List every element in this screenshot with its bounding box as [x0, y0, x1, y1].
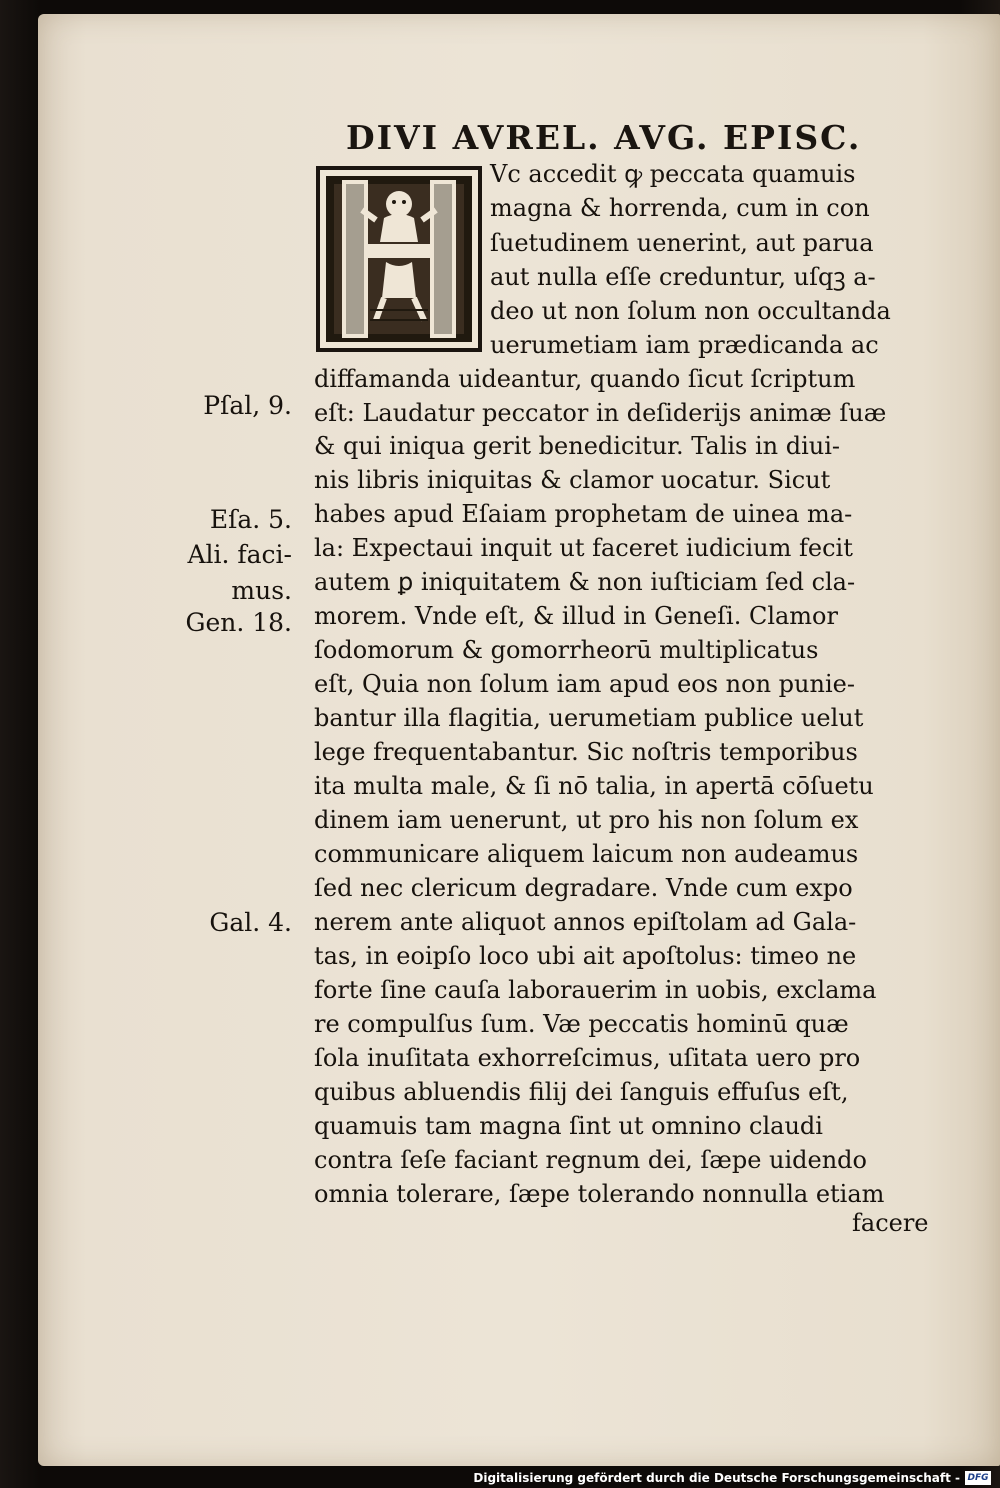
- text-line: bantur illa flagitia, uerumetiam publice uelut: [314, 704, 864, 732]
- text-line: nis libris iniquitas & clamor uocatur. Sicut: [314, 466, 831, 494]
- margin-note: Eſa. 5.: [209, 505, 292, 534]
- text-line: la: Expectaui inquit ut faceret iudicium fecit: [314, 534, 853, 562]
- text-line: ſodomorum & gomorrheorū multiplicatus: [314, 636, 819, 664]
- margin-note: Gal. 4.: [209, 908, 292, 937]
- text-line: autem ꝑ iniquitatem & non iuſticiam ſed cla-: [314, 568, 856, 596]
- text-line: Vc accedit ꝙ peccata quamuis: [490, 160, 856, 188]
- digitization-credit: Digitalisierung gefördert durch die Deutsche Forschungsgemeinschaft -: [473, 1471, 960, 1485]
- running-head: DIVI AVREL. AVG. EPISC.: [346, 118, 862, 157]
- catchword: facere: [852, 1209, 929, 1237]
- text-line: forte ſine cauſa laborauerim in uobis, exclama: [314, 976, 877, 1004]
- text-line: morem. Vnde eſt, & illud in Geneſi. Clamor: [314, 602, 838, 630]
- text-line: uerumetiam iam prædicanda ac: [490, 331, 879, 359]
- dfg-logo: DFG: [965, 1471, 991, 1485]
- text-line: tas, in eoipſo loco ubi ait apoſtolus: timeo ne: [314, 942, 857, 970]
- text-line: nerem ante aliquot annos epiſtolam ad Gala-: [314, 908, 857, 936]
- margin-note: Ali. faci-: [187, 540, 292, 569]
- text-line: ita multa male, & ſi nō talia, in apertā cōſuetu: [314, 772, 874, 800]
- text-line: & qui iniqua gerit benedicitur. Talis in diui-: [314, 432, 841, 460]
- text-line: aut nulla eſſe creduntur, uſqꝫ a-: [490, 263, 876, 291]
- text-line: eſt: Laudatur peccator in deſiderijs animæ ſuæ: [314, 399, 887, 427]
- text-line: contra ſeſe faciant regnum dei, ſæpe uidendo: [314, 1146, 867, 1174]
- text-line: deo ut non ſolum non occultanda: [490, 297, 891, 325]
- text-line: magna & horrenda, cum in con: [490, 194, 870, 222]
- text-line: quibus abluendis filij dei ſanguis effuſus eſt,: [314, 1078, 849, 1106]
- text-line: ſola inuſitata exhorreſcimus, uſitata uero pro: [314, 1044, 861, 1072]
- text-line: omnia tolerare, ſæpe tolerando nonnulla etiam: [314, 1180, 885, 1208]
- text-line: ſuetudinem uenerint, aut parua: [490, 229, 874, 257]
- margin-note: Pſal, 9.: [203, 391, 292, 420]
- text-line: lege frequentabantur. Sic noſtris temporibus: [314, 738, 858, 766]
- text-line: diffamanda uideantur, quando ſicut ſcriptum: [314, 365, 856, 393]
- text-line: eſt, Quia non ſolum iam apud eos non punie-: [314, 670, 855, 698]
- text-line: ſed nec clericum degradare. Vnde cum expo: [314, 874, 853, 902]
- text-line: re compulſus ſum. Væ peccatis hominū quæ: [314, 1010, 849, 1038]
- text-line: communicare aliquem laicum non audeamus: [314, 840, 859, 868]
- text-line: dinem iam uenerunt, ut pro his non ſolum ex: [314, 806, 859, 834]
- margin-note: mus.: [231, 576, 292, 605]
- text-line: quamuis tam magna ſint ut omnino claudi: [314, 1112, 823, 1140]
- text-line: habes apud Eſaiam prophetam de uinea ma-: [314, 500, 853, 528]
- margin-note: Gen. 18.: [185, 608, 292, 637]
